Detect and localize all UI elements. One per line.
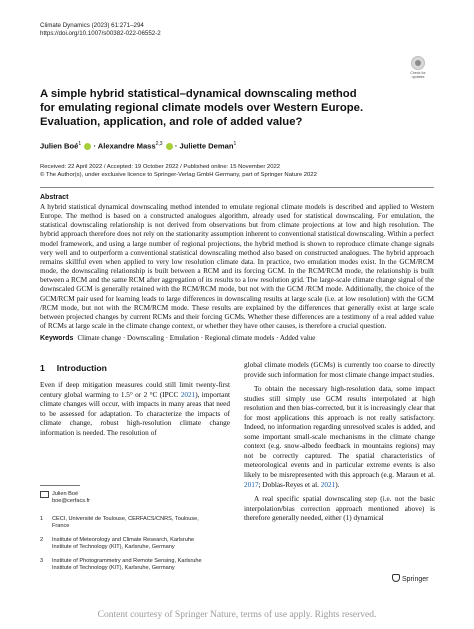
- check-updates-icon: [411, 56, 425, 70]
- publisher-name: Springer: [402, 576, 429, 583]
- publication-dates: [40, 163, 317, 179]
- title-line: Evaluation, application, and role of added value?: [40, 116, 303, 128]
- affiliation: 3 Institute of Photogrammetry and Remote Sensing, Karlsruhe Institute of Technology (KIT), Karlsruhe, Germany: [40, 558, 202, 572]
- received-accepted-line: Received: 22 April 2022 / Accepted: 19 October 2022 / Published online: 15 November 2022: [40, 164, 281, 170]
- title-line: A simple hybrid statistical–dynamical downscaling method: [40, 88, 357, 100]
- keywords: [40, 334, 434, 343]
- orcid-icon[interactable]: [166, 143, 173, 150]
- intro-paragraph: To obtain the necessary high-resolution data, some impact studies still simply use GCM results interpolated at high resolution and then bias-corrected, but it is increasingly clear that for most applications this approach is not really satisfactory. Indeed, no information regarding unresolved scales is added, and some important small-scale mechanisms in the climate change context (e.g. snow-albedo feedback in mountains regions) may not be correctly captured. The spatial characteristics of meteorological events and in particular extreme events is also likely to be misrepresented with this approach (e.g. Maraun et al. 2017; Doblas-Reyes et al. 2021).: [244, 385, 435, 489]
- intro-paragraph: A real specific spatial downscaling step (i.e. not the basic interpolation/bias correction approach mentioned above) is therefore generally needed, either (1) dynamical: [244, 495, 435, 523]
- orcid-icon[interactable]: [84, 143, 91, 150]
- journal-header: [40, 22, 161, 38]
- section-number: 1: [40, 363, 45, 373]
- journal-doi[interactable]: https://doi.org/10.1007/s00382-022-06552-2: [40, 30, 161, 37]
- courtesy-notice: Content courtesy of Springer Nature, terms of use apply. Rights reserved.: [97, 610, 377, 620]
- footnote-divider: [40, 485, 80, 486]
- badge-label: Check for updates: [410, 71, 426, 80]
- section-title: Introduction: [56, 363, 107, 373]
- title-line: for emulating regional climate models over Western Europe.: [40, 102, 364, 114]
- right-column: [244, 361, 435, 524]
- citation-link[interactable]: 2017: [244, 480, 259, 489]
- author-name[interactable]: Juliette Deman: [179, 141, 234, 151]
- keywords-list: Climate change · Downscaling · Emulation · Regional climate models · Added value: [77, 334, 316, 342]
- author-name[interactable]: Alexandre Mass: [97, 141, 156, 151]
- intro-paragraph: global climate models (GCMs) is currently too coarse to directly provide such information for most climate change impact studies.: [244, 361, 435, 379]
- divider: [40, 187, 434, 188]
- check-for-updates-badge[interactable]: [404, 56, 432, 82]
- left-column: [40, 381, 230, 438]
- springer-horse-icon: [392, 574, 400, 582]
- section-heading-introduction: [40, 363, 119, 373]
- journal-citation: Climate Dynamics (2023) 61:271–294: [40, 22, 144, 29]
- intro-paragraph: Even if deep mitigation measures could still limit twenty-first century global warming to 1.5° or 2 °C (IPCC 2021), important climate changes will occur, with impacts in many areas that need to be assessed for adaptation. To characterize the impacts of climate change, robust high-resolution climate change information is needed. The resolution of: [40, 381, 230, 437]
- abstract-heading: Abstract: [40, 194, 69, 201]
- corresponding-author: [40, 491, 232, 505]
- citation-link[interactable]: 2021: [180, 390, 196, 399]
- author-list: Julien Boé$^1$ · Alexandre Mass$^{2,3}$ · Juliette Deman$^1$: [40, 141, 237, 151]
- envelope-icon: [40, 491, 49, 498]
- paper-title: [40, 87, 400, 129]
- author-name[interactable]: Julien Boé: [40, 141, 79, 151]
- affiliation: 2 Institute of Meteorology and Climate Research, Karlsruhe Institute of Technology (KIT), Karlsruhe, Germany: [40, 537, 195, 551]
- keywords-label: Keywords: [40, 335, 74, 342]
- contact-name: Julien Boé: [52, 491, 79, 497]
- citation-link[interactable]: 2021: [320, 480, 336, 489]
- affiliation: 1 CECI, Université de Toulouse, CERFACS/CNRS, Toulouse, France: [40, 516, 199, 530]
- copyright-line: © The Author(s), under exclusive licence to Springer-Verlag GmbH Germany, part of Springer Nature 2022: [40, 172, 317, 178]
- contact-email[interactable]: boe@cerfacs.fr: [52, 498, 91, 505]
- publisher-logo: [392, 574, 428, 583]
- abstract-text: A hybrid statistical dynamical downscaling method intended to emulate regional climate models is described and applied to Western Europe. The method is based on a constructed analogues algorithm, already used for statistical downscaling. For emulation, the statistical downscaling relationship is not derived from observations but from climate projections at low and high resolution. The hybrid approach therefore does not rely on the stationarity assumption inherent to conventional statistical downscaling. Within a perfect model framework, and using a large number of regional projections, the hybrid method is shown to reproduce climate change signals very well and to outperform a conventional statistical downscaling method also based on constructed analogues. The hybrid approach remains skillful even when applied to very low resolution climate data. In practice, two emulation modes exist. In the GCM/RCM mode, the downscaling relationship is built between a RCM and its forcing GCM. In the RCM/RCM mode, the relationship is built between a RCM and the same RCM after aggregation of its results to a low resolution grid. The large-scale climate change signal of the downscaled GCM is generally retained with the RCM/RCM mode, but not with the GCM /RCM mode. Additionally, the choice of the GCM/RCM pair used for learning leads to large differences in downscaling results at large scale (i.e. at low resolution) with the GCM /RCM mode, but not with the RCM/RCM mode. These results are explained by the differences that generally exist at large scale between projected changes by current RCMs and their forcing GCMs. Whether these differences are a testimony of a real added value of RCMs at large scale in the climate change context, or whether they have other causes, is therefore a crucial question.: [40, 203, 434, 331]
